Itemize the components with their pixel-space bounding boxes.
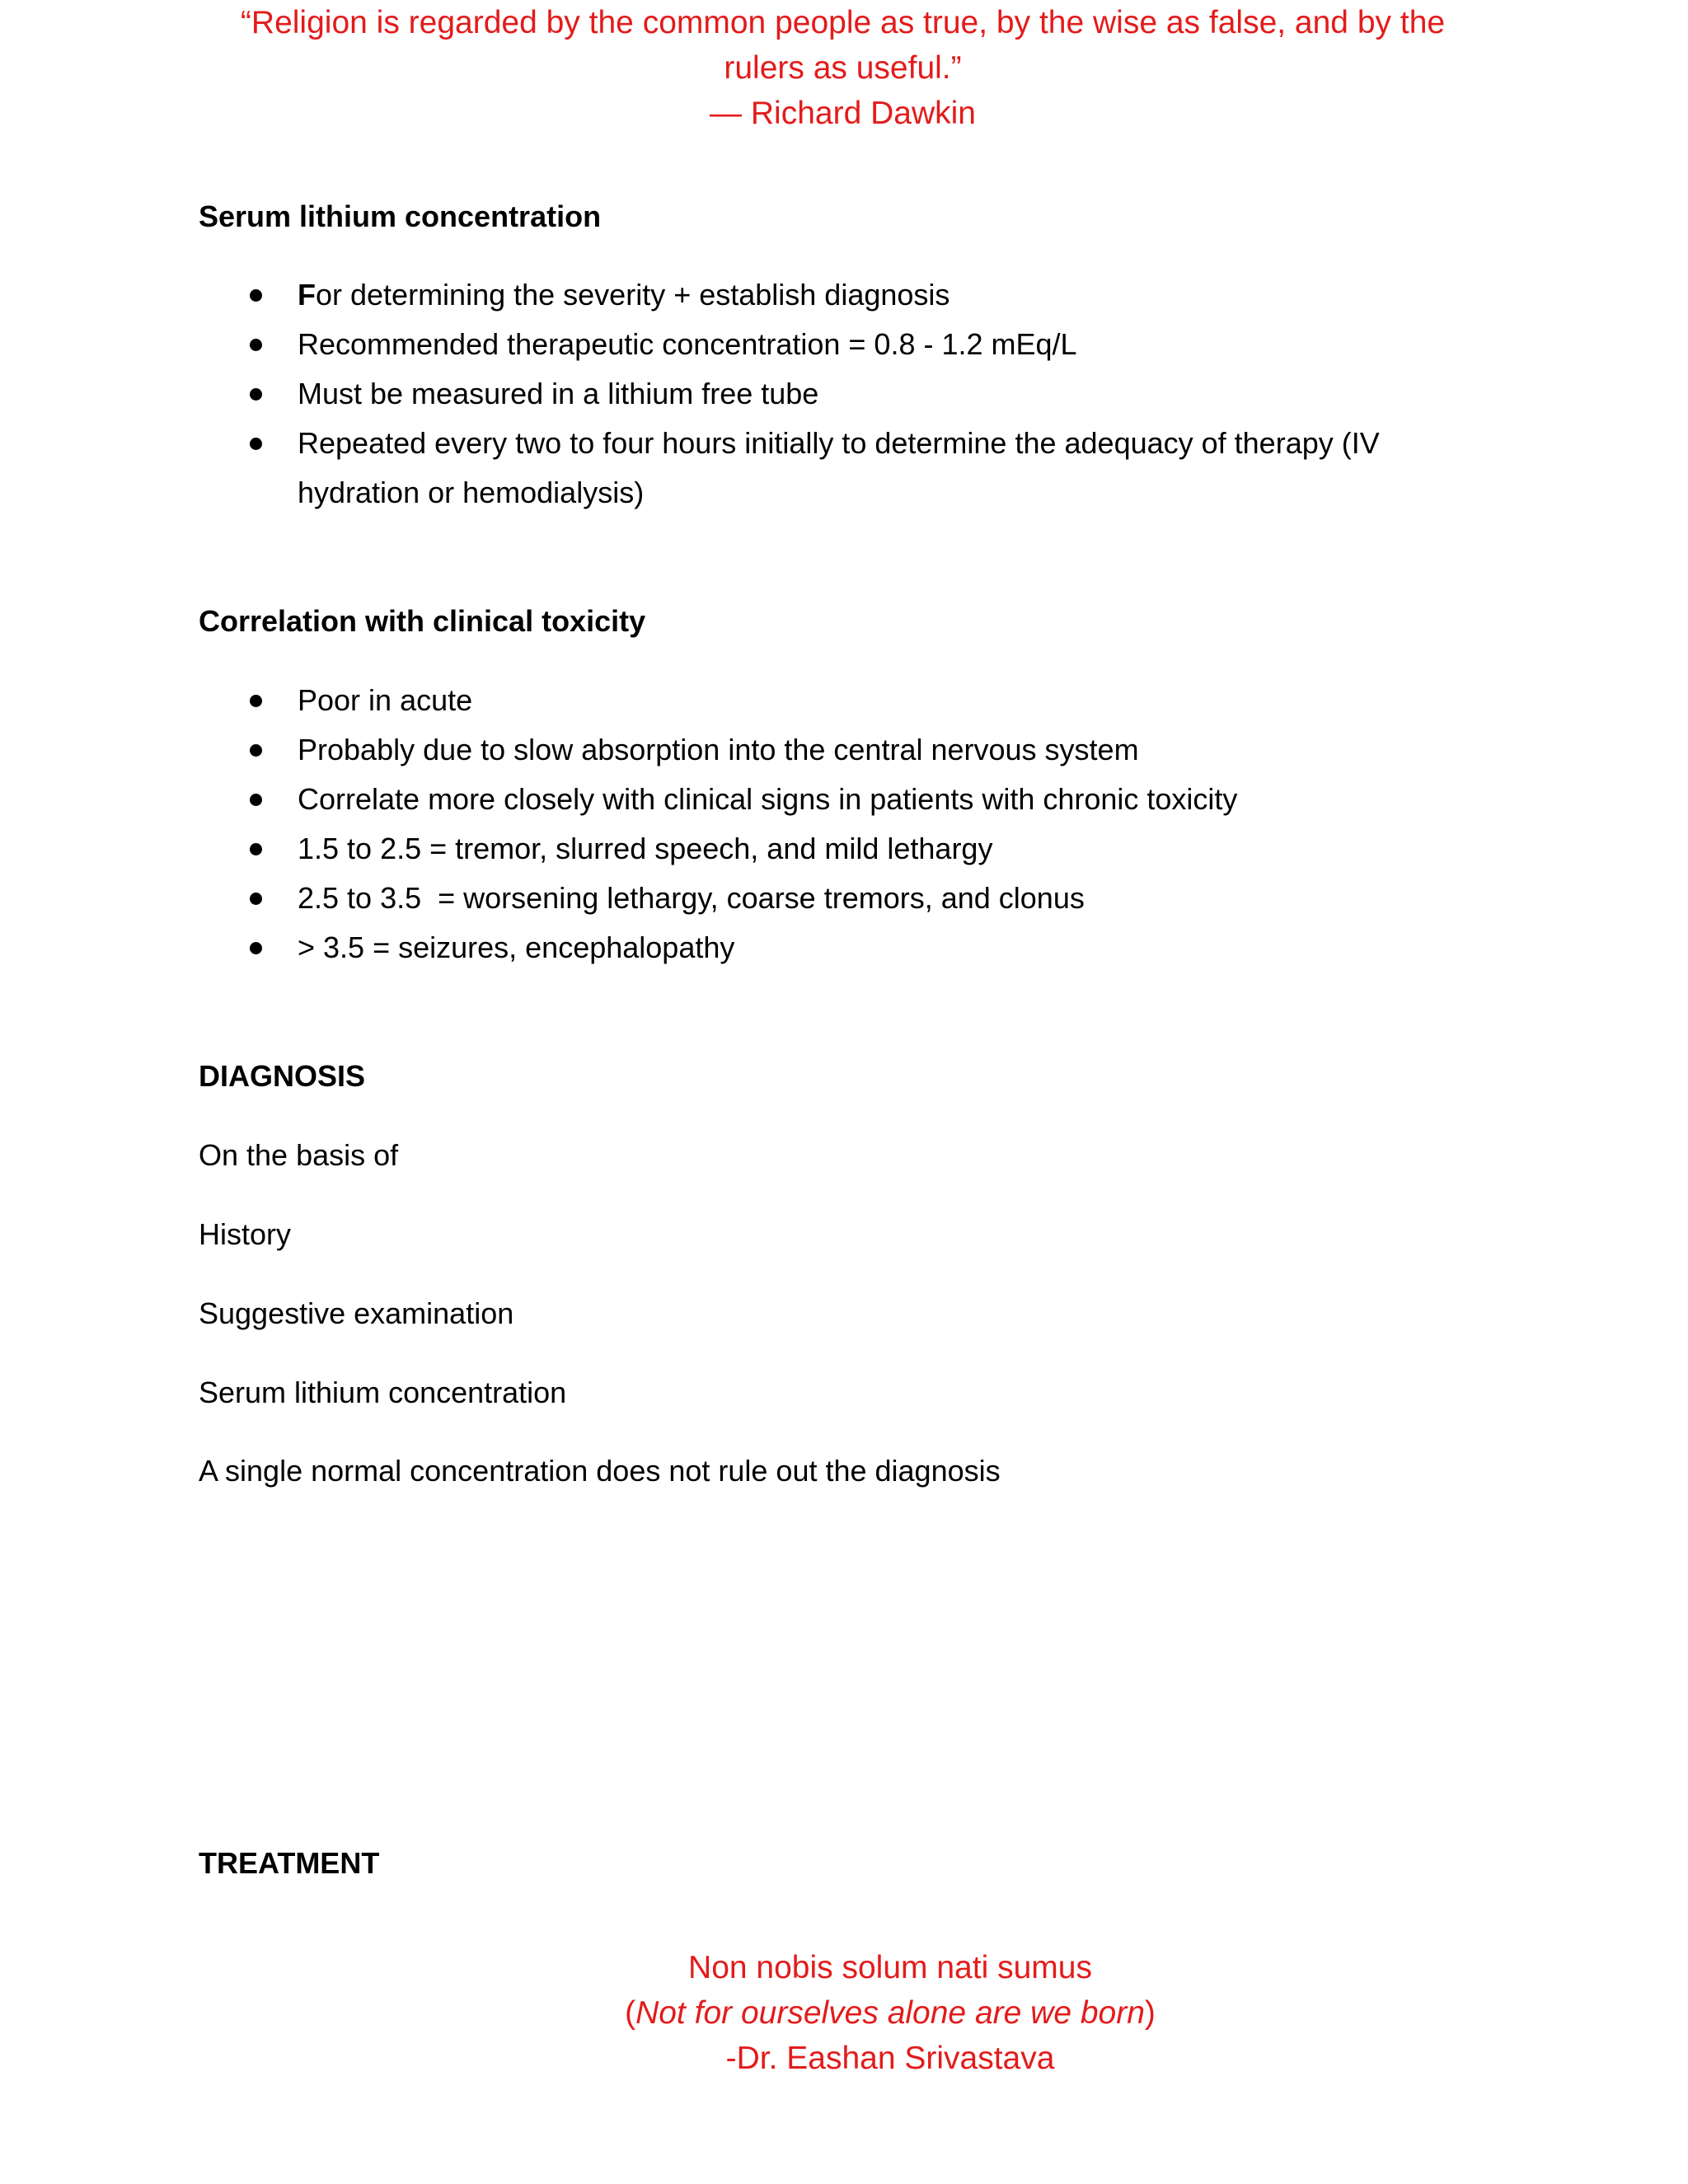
header-quote-line1: “Religion is regarded by the common people as true, by the wise as false, and by the [240,5,1446,40]
bullet-icon [250,438,262,450]
list-item-text: or determining the severity + establish diagnosis [316,278,950,312]
list-item-text: Correlate more closely with clinical signs in patients with chronic toxicity [298,782,1238,816]
bullet-icon [250,942,262,954]
bullet-icon [250,289,262,302]
footer-quote-translation: Not for ourselves alone are we born [635,1995,1145,2031]
list-item-text: Repeated every two to four hours initially to determine the adequacy of therapy (IV hydration or hemodialysis) [298,426,1380,509]
list-item [199,775,1484,824]
list-item-text: 1.5 to 2.5 = tremor, slurred speech, and mild lethargy [298,832,993,865]
diagnosis-line: Serum lithium concentration [199,1376,567,1409]
header-quote [198,0,1488,136]
header-quote-line2: rulers as useful.” [724,50,962,86]
list-item [199,419,1484,518]
bullet-icon [250,794,262,806]
treatment-heading: TREATMENT [199,1846,380,1880]
close-paren: ) [1144,1995,1156,2031]
list-item-text: Recommended therapeutic concentration = 0.8 - 1.2 mEq/L [298,327,1077,361]
diagnosis-line: History [199,1217,292,1251]
footer-quote [462,1945,1319,2081]
footer-quote-signature: -Dr. Eashan Srivastava [725,2041,1055,2076]
header-quote-attribution: — Richard Dawkin [710,96,976,131]
footer-quote-latin: Non nobis solum nati sumus [688,1950,1092,1985]
bullet-icon [250,695,262,707]
diagnosis-line: On the basis of [199,1138,399,1172]
diagnosis-heading: DIAGNOSIS [199,1059,366,1093]
diagnosis-line: Suggestive examination [199,1296,514,1330]
bullet-icon [250,388,262,401]
list-item [199,874,1484,923]
list-item [199,725,1484,775]
open-paren: ( [625,1995,636,2031]
list-item-text: 2.5 to 3.5 = worsening lethargy, coarse tremors, and clonus [298,881,1085,915]
list-item [199,369,1484,419]
list-item [199,824,1484,874]
list-item [199,676,1484,725]
bullet-icon [250,744,262,757]
bullet-icon [250,893,262,905]
list-item [199,270,1484,320]
list-item-first-letter: F [298,278,316,312]
list-item [199,923,1484,972]
list-item-text: Poor in acute [298,683,473,717]
list-item [199,320,1484,369]
bullet-icon [250,339,262,351]
bullet-icon [250,843,262,855]
list-item-text: Probably due to slow absorption into the central nervous system [298,733,1139,766]
serum-section-heading: Serum lithium concentration [199,199,602,233]
serum-bullet-list [199,270,1484,518]
correlation-bullet-list [199,676,1484,972]
correlation-section-heading: Correlation with clinical toxicity [199,604,646,638]
list-item-text: > 3.5 = seizures, encephalopathy [298,930,735,964]
footer-quote-translation-line [462,1990,1319,2036]
list-item-text: Must be measured in a lithium free tube [298,377,819,410]
diagnosis-line: A single normal concentration does not rule out the diagnosis [199,1454,1001,1488]
